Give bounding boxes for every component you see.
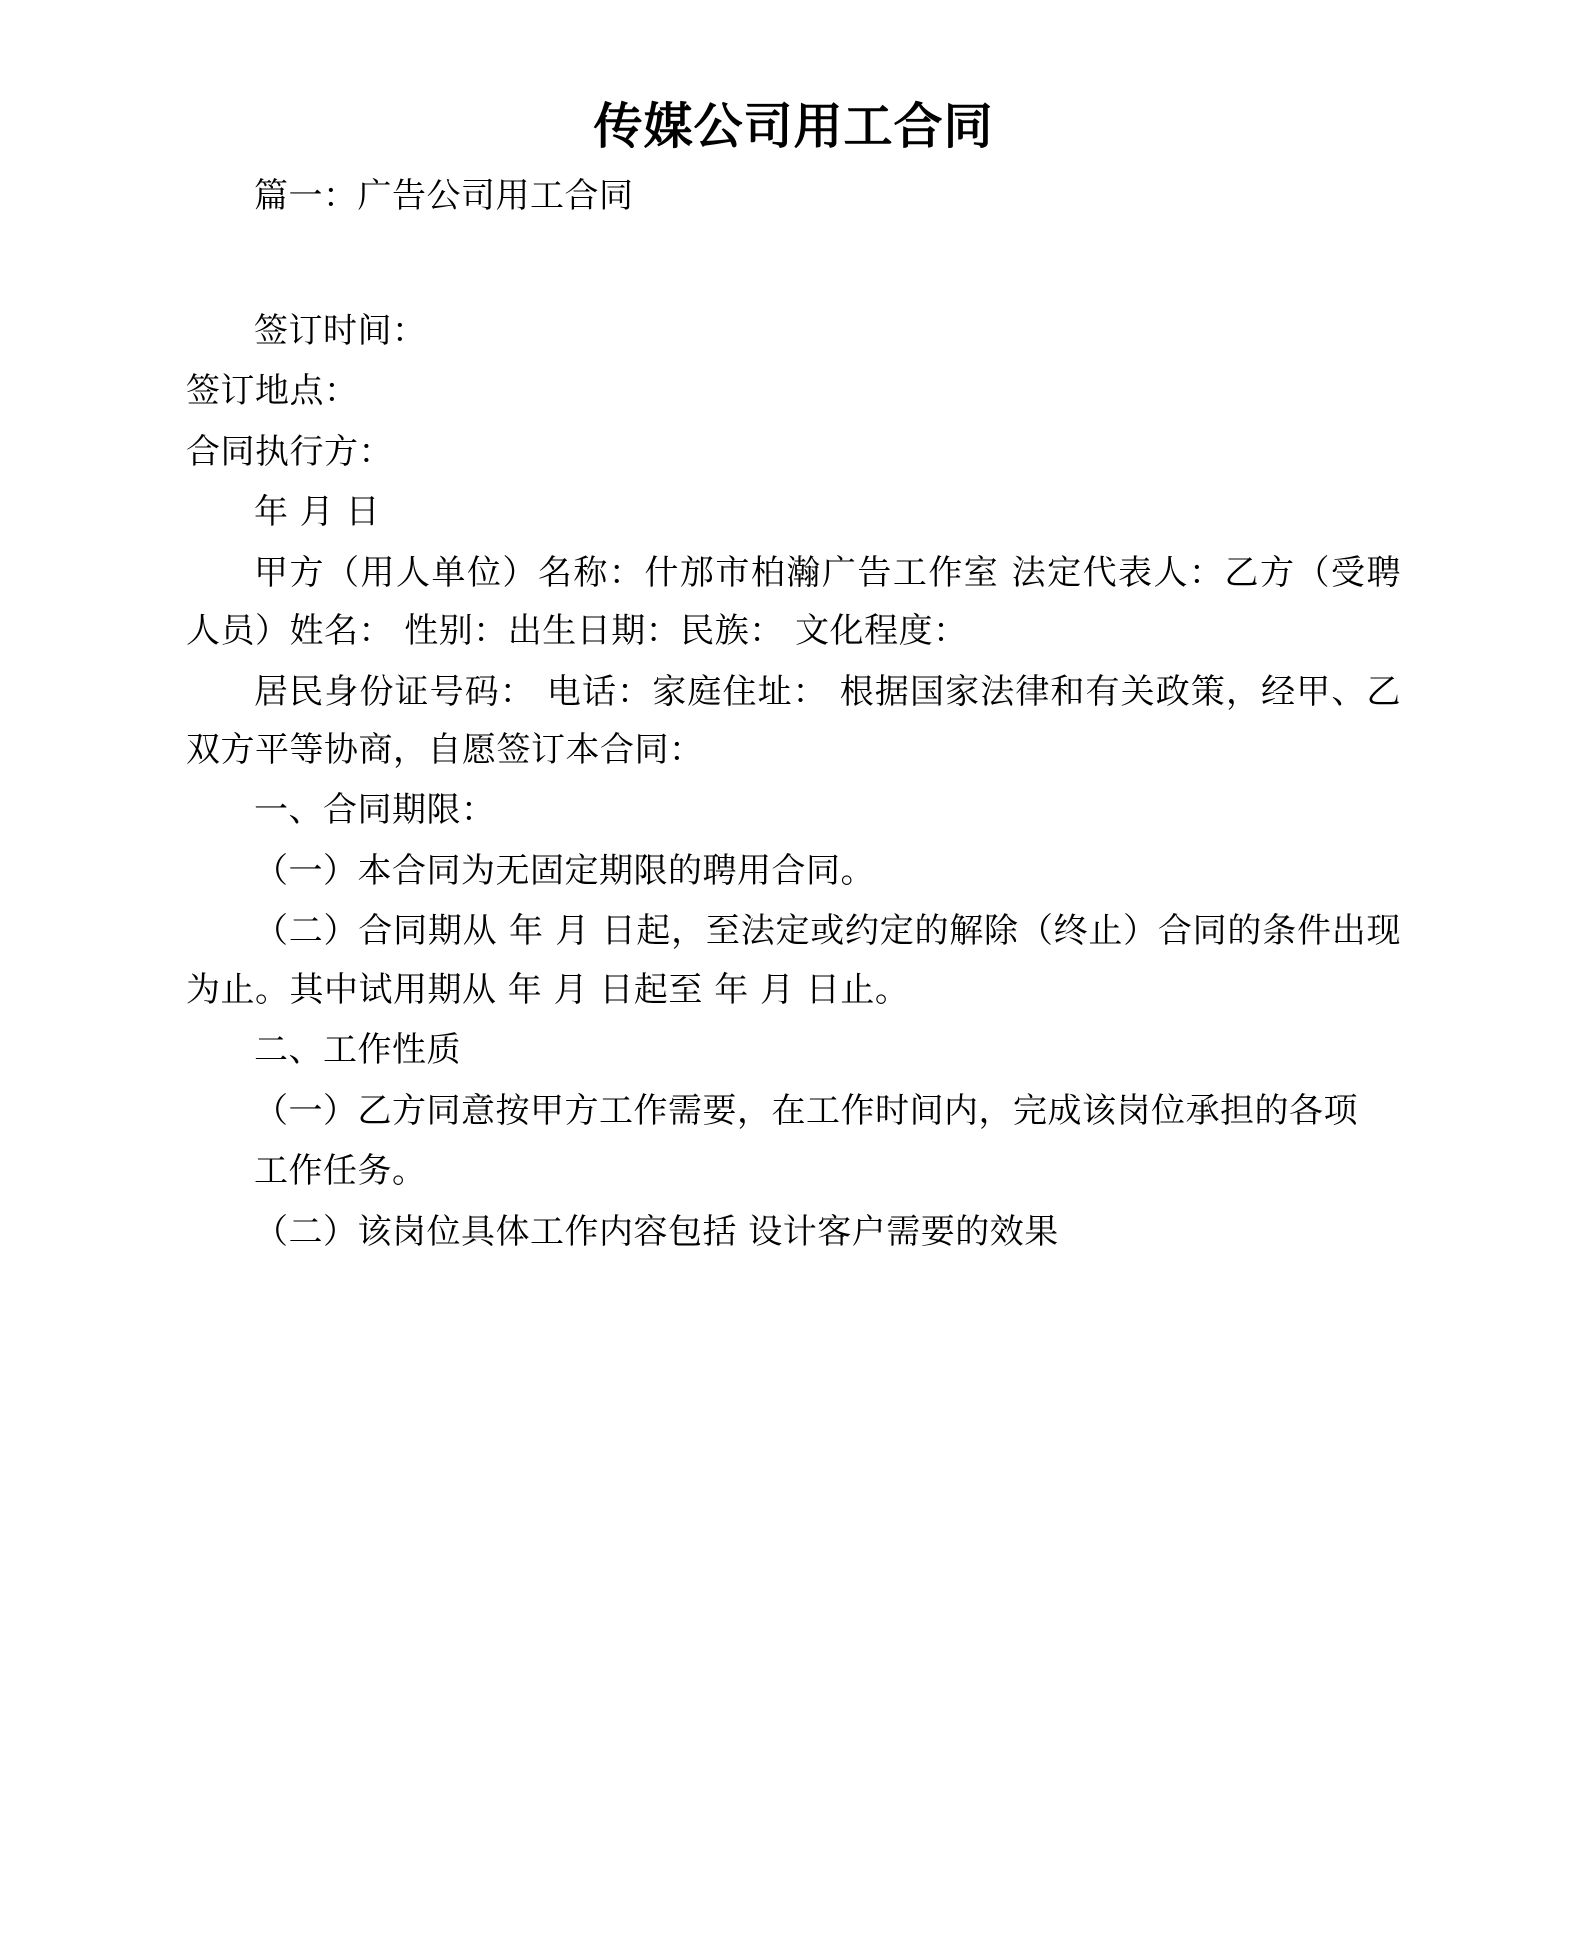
document-body [186,302,1401,1262]
page-title: 传媒公司用工合同 [593,98,994,155]
paragraph-section-one-item-1: （一）本合同为无固定期限的聘用合同。 [254,850,875,891]
paragraph-contract-executor: 合同执行方： [186,431,393,472]
paragraph-section-two-item-1-cont: 工作任务。 [254,1151,427,1192]
paragraph-party-a-info: 甲方（用人单位）名称：什邡市柏瀚广告工作室 法定代表人：乙方（受聘人员）姓名： 性别：出生日期：民族： 文化程度： [186,552,1401,652]
paragraph-section-two: 二、工作性质 [254,1030,461,1071]
title-body-spacer [186,226,1401,302]
document-subtitle: 篇一：广告公司用工合同 [254,176,634,217]
paragraph-section-two-item-2: （二）该岗位具体工作内容包括 设计客户需要的效果 [254,1211,1059,1252]
paragraph-date-line: 年 月 日 [254,492,381,533]
paragraph-sign-time: 签订时间： [254,310,427,351]
paragraph-sign-place: 签订地点： [186,371,359,412]
paragraph-id-contact-info: 居民身份证号码： 电话：家庭住址： 根据国家法律和有关政策，经甲、乙双方平等协商，自愿签订本合同： [186,671,1401,770]
paragraph-section-two-item-1: （一）乙方同意按甲方工作需要，在工作时间内，完成该岗位承担的各项 [254,1090,1358,1131]
paragraph-section-one: 一、合同期限： [254,790,496,831]
paragraph-section-one-item-2: （二）合同期从 年 月 日起，至法定或约定的解除（终止）合同的条件出现为止。其中试用期从 年 月 日起至 年 月 日止。 [186,911,1401,1010]
